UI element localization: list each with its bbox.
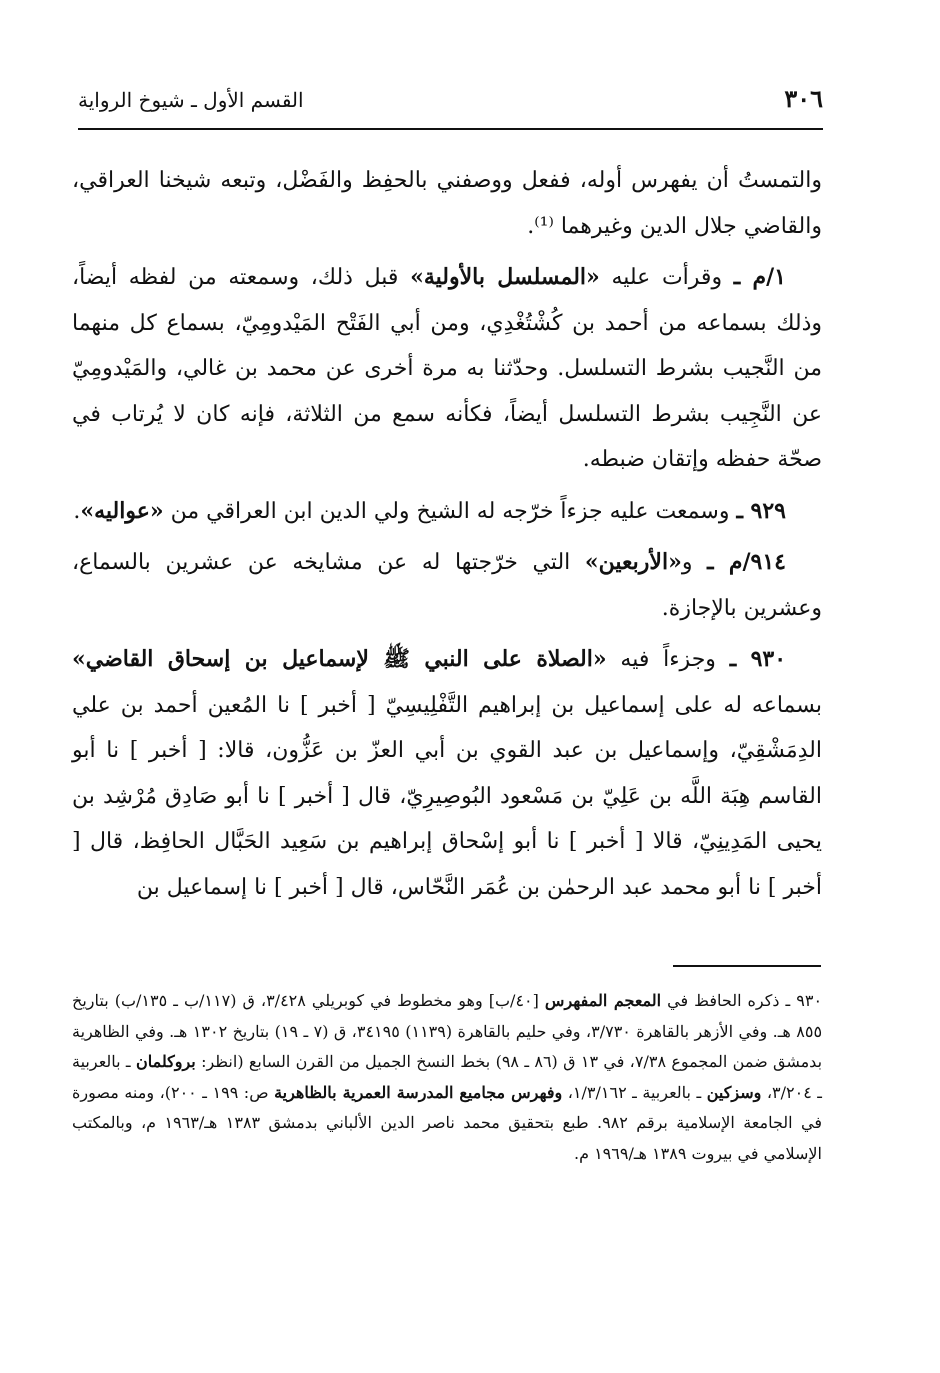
- footnote-text: [٤٠/ب] وهو مخطوط في كوبريلي ٣/٤٢٨، ق (١١٧/ب ـ ١٣٥/ب) بتاريخ ٨٥٥ هـ. وفي الأزهر بالقاهرة ٣/٧٣٠، وفي حليم بالقاهرة (١١٣٩) ٣٤١٩٥، ق (٧ ـ ١٩) بتاريخ ١٣٠٢ هـ. وفي الظاهرية بدمشق ضمن المجموع ٧/٣٨، في ١٣ ق (٨٦ ـ ٩٨) بخط النسخ الجميل من القرن السابع (انظر:: [72, 991, 823, 1071]
- page-number: ٣٠٦: [784, 84, 823, 113]
- text-run: بسماعه له على إسماعيل بن إبراهيم التَّفْلِيسِيّ [ أخبر ] نا المُعين أحمد بن علي الدِمَشْقِيّ، وإسماعيل بن عبد القوي بن أبي العزّ بن عَزُّون، قالا: [ أخبر ] نا أبو القاسم هِبَة اللَّه بن عَلِيّ بن مَسْعود البُوصِيرِيّ، قال [ أخبر ] نا أبو صَادِق مُرْشِد بن يحيى المَدِينِيّ، قالا [ أخبر ] نا أبو إسْحاق إبراهيم بن سَعِيد الحَبَّال الحافِظ، قال [ أخبر ] نا أبو محمد عبد الرحمٰن بن عُمَر النَّحّاس، قال [ أخبر ] نا إسماعيل بن: [72, 692, 823, 900]
- running-title: القسم الأول ـ شيوخ الرواية: [78, 88, 304, 112]
- text-run: وجزءاً فيه: [606, 647, 730, 672]
- footnote-rule: [673, 965, 821, 967]
- paragraph-1: والتمستُ أن يفهرس أوله، ففعل ووصفني بالحفِظ والفَضْل، وتبعه شيخنا العراقي، والقاضي جلال الدين وغيرهما ⁽¹⁾.: [72, 168, 823, 239]
- footnote-text: ـ بالعربية ـ ٣/٢٠٤،: [72, 1052, 822, 1102]
- entry-number: ٩١٤/م ـ: [707, 549, 786, 575]
- entry-number: ١/م ـ: [733, 264, 786, 290]
- text-run: وقرأت عليه: [599, 265, 734, 290]
- text-run: التي خرّجتها له عن مشايخه عن عشرين بالسماع، وعشرين بالإجازة.: [72, 550, 822, 621]
- book-title: «الصلاة على النبي ﷺ لإسماعيل بن إسحاق القاضي»: [72, 646, 607, 672]
- footnote-ref-title: بروكلمان: [135, 1052, 196, 1071]
- text-run: وسمعت عليه جزءاً خرّجه له الشيخ ولي الدين ابن العراقي من: [163, 498, 737, 524]
- page-header: [78, 84, 823, 124]
- paragraph-3: [72, 489, 822, 535]
- text-run: .: [73, 498, 81, 524]
- book-title: «الأربعين»: [584, 549, 682, 575]
- footnote-text: ٩٣٠ ـ ذكره الحافظ في: [661, 991, 823, 1010]
- entry-number: ٩٢٩ ـ: [736, 497, 786, 524]
- paragraph-4: [72, 540, 822, 631]
- footnote-text: ص: ١٩٩ ـ ٢٠٠)، ومنه مصورة في الجامعة الإسلامية برقم ٩٨٢. طبع بتحقيق محمد ناصر الدين الألباني بدمشق ١٣٨٣ هـ/١٩٦٣ م، وبالمكتب الإسلامي في بيروت ١٣٨٩ هـ/١٩٦٩ م.: [72, 1082, 822, 1163]
- footnote-ref-title: وسزكين: [706, 1082, 762, 1102]
- entry-number: ٩٣٠ ـ: [729, 646, 787, 672]
- paragraph-2: [72, 255, 822, 483]
- text-run: قبل ذلك، وسمعته من لفظه أيضاً، وذلك بسماعه من أحمد بن كُشْتُغْدِي، ومن أبي الفَتْح المَيْدومِيّ، بسماع كل منهما من النَّجيب بشرط التسلسل. وحدّثنا به مرة أخرى عن محمد بن غالي، والمَيْدومِيّ عن النَّجِيب بشرط التسلسل أيضاً، فكأنه سمع من الثلاثة، فإنه كان لا يُرتاب في صحّة حفظه وإتقان ضبطه.: [72, 265, 822, 472]
- footnote-ref-title: وفهرس مجاميع المدرسة العمرية بالظاهرية: [274, 1082, 563, 1102]
- paragraph-5: [72, 637, 822, 910]
- footnote-ref-title: المعجم المفهرس: [544, 991, 662, 1010]
- main-text: [72, 158, 822, 916]
- header-rule: [78, 128, 823, 130]
- footnote: [72, 986, 822, 1169]
- footnote-text: ـ بالعربية ـ ١/٣/١٦٢،: [562, 1082, 707, 1102]
- book-title: «عواليه»: [80, 497, 164, 524]
- text-run: و: [681, 550, 708, 575]
- book-title: «المسلسل بالأولية»: [410, 264, 600, 290]
